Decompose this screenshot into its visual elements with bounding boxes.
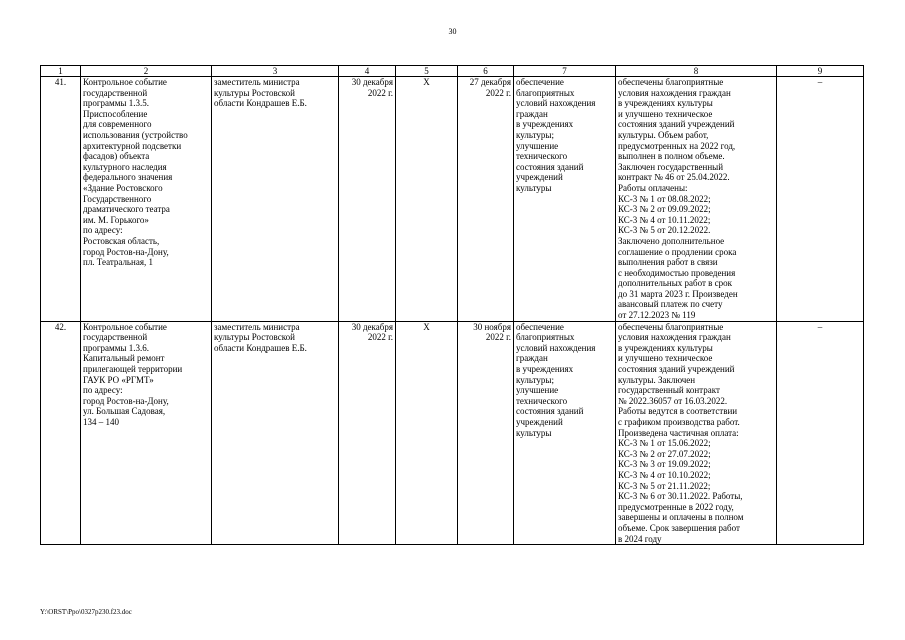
column-number-5: 5 bbox=[396, 66, 458, 77]
result-cell-line: технического bbox=[516, 151, 568, 162]
result-cell-line: состояния зданий bbox=[516, 161, 584, 172]
column-number-8: 8 bbox=[616, 66, 777, 77]
responsible-cell-line: заместитель министра bbox=[214, 77, 300, 87]
result-cell-line: учреждений bbox=[516, 172, 563, 183]
actual-date-cell-line: 27 декабря bbox=[469, 77, 511, 87]
result-cell-line: технического bbox=[516, 395, 568, 406]
column-number-9: 9 bbox=[777, 66, 864, 77]
control-event-cell-line: ГАУК РО «РГМТ» bbox=[83, 374, 154, 385]
col9-mark-cell: – bbox=[777, 77, 864, 322]
result-cell-line: благоприятных bbox=[516, 87, 575, 98]
execution-status-cell-line: КС-3 № 2 от 09.09.2022; bbox=[618, 204, 711, 215]
result-cell bbox=[514, 321, 616, 544]
execution-status-cell-line: Работы оплачены: bbox=[618, 182, 688, 193]
col9-mark-cell: – bbox=[777, 321, 864, 544]
plan-date-cell-line: 30 декабря bbox=[351, 77, 393, 87]
execution-status-cell-line: государственный контракт bbox=[618, 385, 720, 396]
actual-date-cell bbox=[458, 77, 514, 322]
execution-status-cell-line: состояния зданий учреждений bbox=[618, 119, 735, 130]
execution-status-cell-line: КС-3 № 2 от 27.07.2022; bbox=[618, 448, 711, 459]
actual-date-cell-line: 2022 г. bbox=[485, 332, 511, 343]
result-cell-line: условий нахождения bbox=[516, 98, 596, 109]
table-row bbox=[41, 77, 864, 322]
result-cell-line: в учреждениях bbox=[516, 364, 574, 375]
result-cell-line: культуры bbox=[516, 427, 552, 438]
execution-status-cell-line: № 2022.36057 от 16.03.2022. bbox=[618, 395, 728, 406]
control-event-cell-line: ул. Большая Садовая, bbox=[83, 406, 166, 417]
responsible-cell bbox=[212, 77, 339, 322]
responsible-cell-line: области Кондрашев Е.Б. bbox=[214, 342, 307, 353]
result-cell bbox=[514, 77, 616, 322]
actual-date-cell-line: 30 ноября bbox=[473, 321, 511, 332]
execution-status-cell-line: КС-3 № 6 от 30.11.2022. Работы, bbox=[618, 491, 743, 502]
result-cell-line: улучшение bbox=[516, 140, 559, 151]
execution-status-cell-line: КС-3 № 3 от 19.09.2022; bbox=[618, 459, 711, 470]
control-event-cell-line: государственной bbox=[83, 87, 148, 98]
execution-status-cell-line: культуры. Объем работ, bbox=[618, 129, 709, 140]
row-number: 42. bbox=[41, 321, 81, 544]
responsible-cell-line: культуры Ростовской bbox=[214, 332, 295, 343]
control-event-cell-line: федерального значения bbox=[83, 172, 173, 183]
execution-status-cell-line: и улучшено техническое bbox=[618, 353, 713, 364]
execution-status-cell bbox=[616, 77, 777, 322]
column-number-6: 6 bbox=[458, 66, 514, 77]
plan-date-cell bbox=[339, 77, 396, 322]
row-number: 41. bbox=[41, 77, 81, 322]
result-cell-line: культуры bbox=[516, 182, 552, 193]
control-event-cell-line: «Здание Ростовского bbox=[83, 182, 163, 193]
execution-status-cell-line: авансовый платеж по счету bbox=[618, 299, 723, 310]
result-cell-line: в учреждениях bbox=[516, 119, 574, 130]
control-event-cell-line: программы 1.3.5. bbox=[83, 98, 149, 109]
execution-status-cell-line: выполнен в полном объеме. bbox=[618, 151, 725, 162]
control-event-cell-line: Государственного bbox=[83, 193, 152, 204]
page-number: 30 bbox=[448, 27, 457, 36]
responsible-cell-line: заместитель министра bbox=[214, 321, 300, 332]
execution-status-cell-line: КС-3 № 5 от 20.12.2022. bbox=[618, 225, 711, 236]
result-cell-line: культуры; bbox=[516, 374, 554, 385]
control-event-cell-line: для современного bbox=[83, 119, 152, 130]
execution-status-cell-line: до 31 марта 2023 г. Произведен bbox=[618, 288, 738, 299]
execution-status-cell-line: состояния зданий учреждений bbox=[618, 364, 735, 375]
result-cell-line: благоприятных bbox=[516, 332, 575, 343]
table-body bbox=[41, 77, 864, 545]
control-event-cell-line: фасадов) объекта bbox=[83, 151, 150, 162]
column-number-4: 4 bbox=[339, 66, 396, 77]
execution-status-cell-line: Заключен государственный bbox=[618, 161, 724, 172]
result-cell-line: культуры; bbox=[516, 129, 554, 140]
execution-status-cell-line: в учреждениях культуры bbox=[618, 98, 713, 109]
control-event-cell-line: культурного наследия bbox=[83, 161, 167, 172]
control-event-cell-line: архитектурной подсветки bbox=[83, 140, 182, 151]
control-event-cell-line: город Ростов-на-Дону, bbox=[83, 395, 169, 406]
execution-status-cell-line: в учреждениях культуры bbox=[618, 342, 713, 353]
control-event-cell bbox=[81, 77, 212, 322]
execution-status-cell-line: предусмотренных на 2022 год, bbox=[618, 140, 736, 151]
control-event-cell-line: по адресу: bbox=[83, 385, 123, 396]
control-event-cell-line: пл. Театральная, 1 bbox=[83, 257, 153, 268]
responsible-cell-line: культуры Ростовской bbox=[214, 87, 295, 98]
actual-date-cell bbox=[458, 321, 514, 544]
control-event-cell-line: использования (устройство bbox=[83, 129, 188, 140]
plan-date-cell-line: 2022 г. bbox=[367, 332, 393, 343]
control-event-cell-line: Контрольное событие bbox=[83, 77, 167, 87]
execution-status-cell-line: объеме. Срок завершения работ bbox=[618, 522, 740, 533]
column-number-2: 2 bbox=[81, 66, 212, 77]
execution-status-cell-line: предусмотренные в 2022 году, bbox=[618, 501, 734, 512]
control-event-cell bbox=[81, 321, 212, 544]
actual-date-cell-line: 2022 г. bbox=[485, 87, 511, 98]
control-event-cell-line: Ростовская область, bbox=[83, 235, 160, 246]
execution-status-cell-line: условия нахождения граждан bbox=[618, 87, 731, 98]
result-cell-line: граждан bbox=[516, 353, 548, 364]
execution-status-cell-line: в 2024 году bbox=[618, 533, 662, 544]
column-number-3: 3 bbox=[212, 66, 339, 77]
execution-status-cell-line: контракт № 46 от 25.04.2022. bbox=[618, 172, 730, 183]
result-cell-line: обеспечение bbox=[516, 321, 564, 332]
execution-status-cell-line: с графиком производства работ. bbox=[618, 417, 740, 427]
execution-status-cell-line: выполнения работ в связи bbox=[618, 257, 718, 268]
col5-mark-cell: Х bbox=[396, 77, 458, 322]
control-event-cell-line: прилегающей территории bbox=[83, 364, 183, 375]
result-cell-line: учреждений bbox=[516, 417, 563, 427]
execution-status-cell-line: Работы ведутся в соответствии bbox=[618, 406, 738, 417]
file-path-footer: Y:\ORST\Ppo\0327p230.f23.doc bbox=[40, 608, 132, 616]
control-event-cell-line: Приспособление bbox=[83, 108, 148, 119]
control-event-cell-line: драматического театра bbox=[83, 204, 170, 215]
execution-status-cell-line: обеспечены благоприятные bbox=[618, 321, 724, 332]
control-event-cell-line: Контрольное событие bbox=[83, 321, 167, 332]
execution-status-cell bbox=[616, 321, 777, 544]
column-number-7: 7 bbox=[514, 66, 616, 77]
column-number-1: 1 bbox=[41, 66, 81, 77]
execution-status-cell-line: обеспечены благоприятные bbox=[618, 77, 724, 87]
execution-status-cell-line: с необходимостью проведения bbox=[618, 267, 736, 278]
col5-mark-cell: Х bbox=[396, 321, 458, 544]
execution-status-cell-line: от 27.12.2023 № 119 bbox=[618, 310, 696, 321]
control-event-cell-line: Капитальный ремонт bbox=[83, 353, 165, 364]
execution-status-cell-line: КС-3 № 5 от 21.11.2022; bbox=[618, 480, 711, 491]
control-event-cell-line: 134 – 140 bbox=[83, 417, 119, 427]
plan-date-cell-line: 30 декабря bbox=[351, 321, 393, 332]
header-row bbox=[41, 66, 864, 77]
control-event-cell-line: город Ростов-на-Дону, bbox=[83, 246, 169, 257]
result-cell-line: обеспечение bbox=[516, 77, 564, 87]
execution-status-cell-line: КС-3 № 1 от 15.06.2022; bbox=[618, 438, 711, 449]
responsible-cell-line: области Кондрашев Е.Б. bbox=[214, 98, 307, 109]
execution-status-cell-line: соглашение о продлении срока bbox=[618, 246, 737, 257]
execution-status-cell-line: условия нахождения граждан bbox=[618, 332, 731, 343]
table-row bbox=[41, 321, 864, 544]
plan-date-cell bbox=[339, 321, 396, 544]
report-table bbox=[40, 65, 864, 545]
control-event-cell-line: государственной bbox=[83, 332, 148, 343]
result-cell-line: граждан bbox=[516, 108, 548, 119]
execution-status-cell-line: и улучшено техническое bbox=[618, 108, 713, 119]
result-cell-line: улучшение bbox=[516, 385, 559, 396]
execution-status-cell-line: КС-3 № 4 от 10.10.2022; bbox=[618, 469, 711, 480]
control-event-cell-line: им. М. Горького» bbox=[83, 214, 149, 225]
control-event-cell-line: по адресу: bbox=[83, 225, 123, 236]
execution-status-cell-line: культуры. Заключен bbox=[618, 374, 696, 385]
execution-status-cell-line: Заключено дополнительное bbox=[618, 235, 725, 246]
result-cell-line: условий нахождения bbox=[516, 342, 596, 353]
result-cell-line: состояния зданий bbox=[516, 406, 584, 417]
plan-date-cell-line: 2022 г. bbox=[367, 87, 393, 98]
execution-status-cell-line: завершены и оплачены в полном bbox=[618, 512, 744, 523]
execution-status-cell-line: Произведена частичная оплата: bbox=[618, 427, 739, 438]
control-event-cell-line: программы 1.3.6. bbox=[83, 342, 149, 353]
responsible-cell bbox=[212, 321, 339, 544]
execution-status-cell-line: КС-3 № 4 от 10.11.2022; bbox=[618, 214, 711, 225]
execution-status-cell-line: КС-3 № 1 от 08.08.2022; bbox=[618, 193, 711, 204]
execution-status-cell-line: дополнительных работ в срок bbox=[618, 278, 733, 289]
